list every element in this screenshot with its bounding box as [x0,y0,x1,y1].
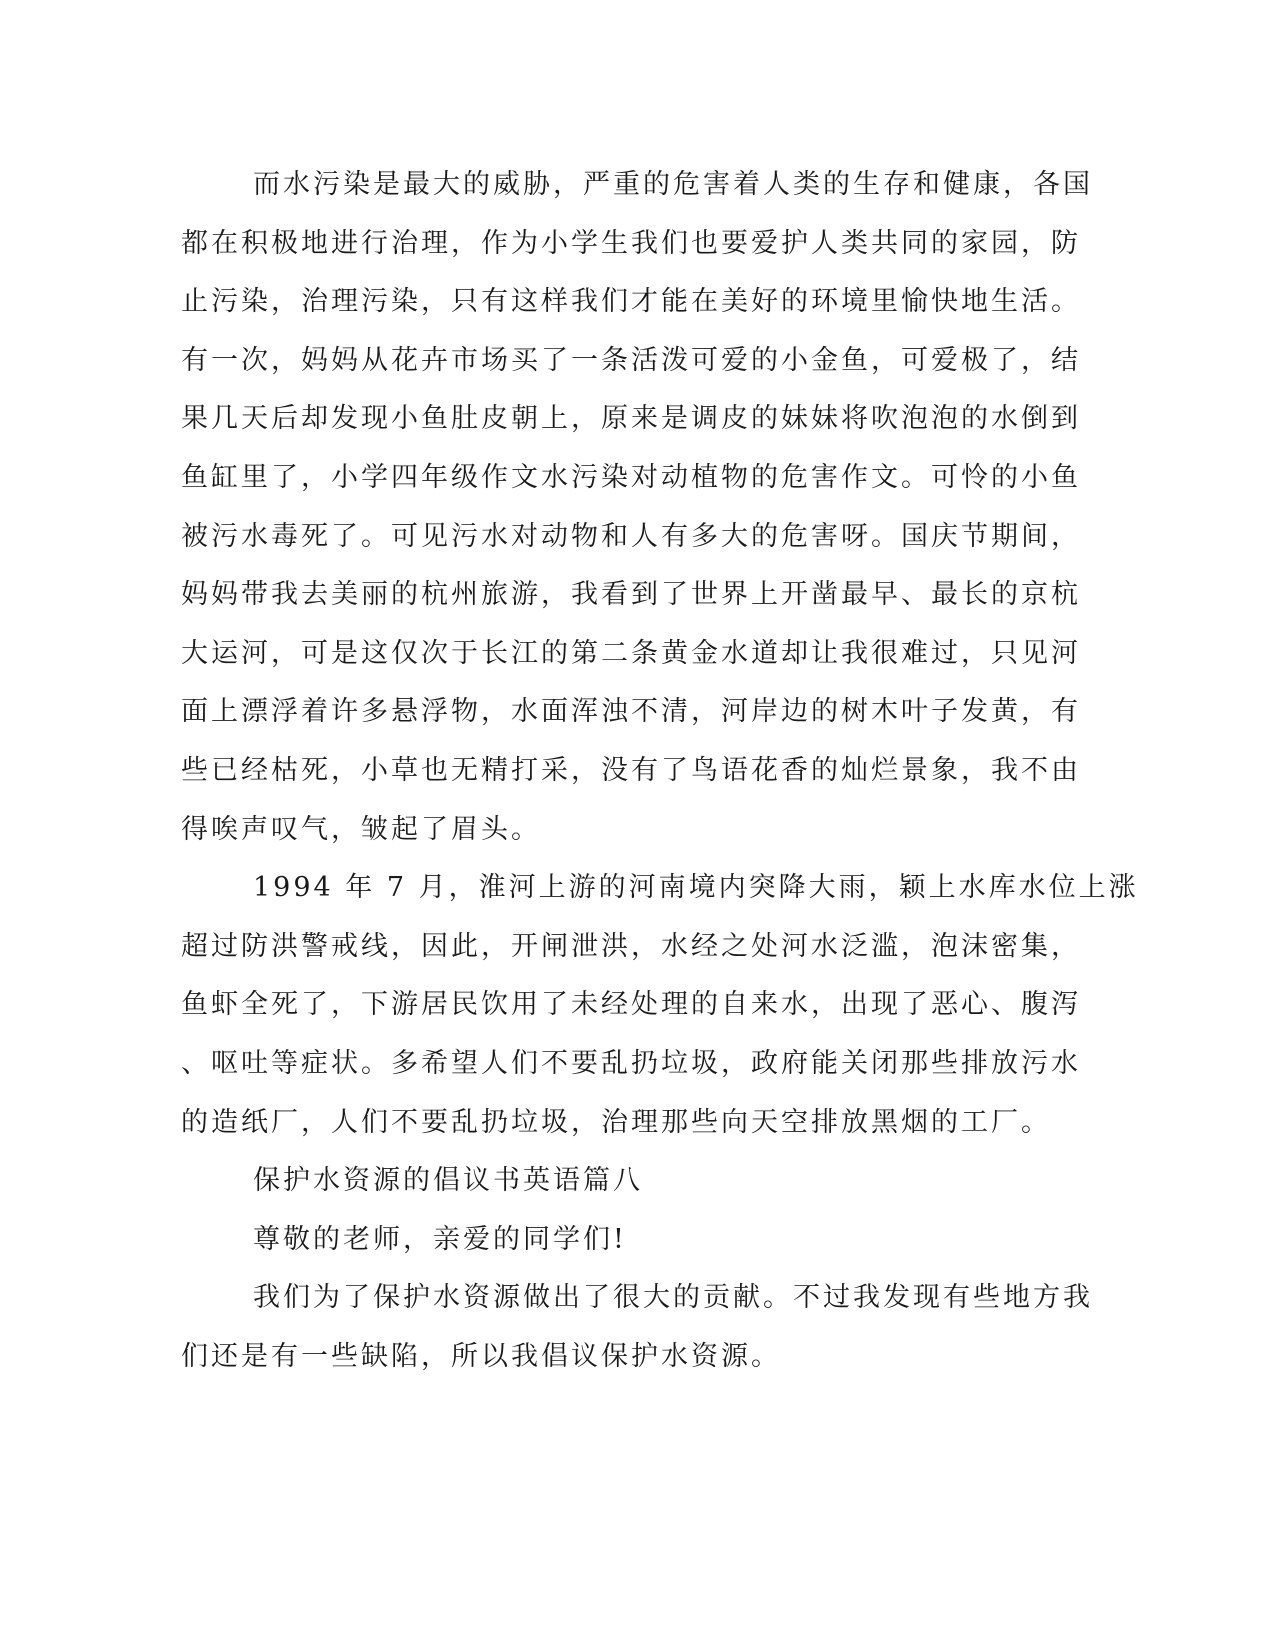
section-heading [181,1152,1031,1211]
text-line: 超过防洪警戒线，因此，开闸泄洪，水经之处河水泛滥，泡沫密集， [181,930,1081,962]
text-line: 有一次，妈妈从花卉市场买了一条活泼可爱的小金鱼，可爱极了，结 [181,344,1081,376]
salutation [181,1211,1031,1270]
text-line: 被污水毒死了。可见污水对动物和人有多大的危害呀。国庆节期间， [181,520,1081,552]
text-line: 、呕吐等症状。多希望人们不要乱扔垃圾，政府能关闭那些排放污水 [181,1047,1081,1079]
text-line: 我们为了保护水资源做出了很大的贡献。不过我发现有些地方我 [253,1282,1093,1314]
text-line: 而水污染是最大的威胁，严重的危害着人类的生存和健康，各国 [253,169,1093,200]
text-line: 妈妈带我去美丽的杭州旅游，我看到了世界上开凿最早、最长的京杭 [181,579,1081,611]
text-line: 止污染，治理污染，只有这样我们才能在美好的环境里愉快地生活。 [181,286,1081,318]
text-line: 得唉声叹气，皱起了眉头。 [181,813,541,845]
text-line: 们还是有一些缺陷，所以我倡议保护水资源。 [181,1340,781,1372]
text-line: 1994 年 7 月，淮河上游的河南境内突降大雨，颖上水库水位上涨 [253,872,1139,904]
text-line: 都在积极地进行治理，作为小学生我们也要爱护人类共同的家园，防 [181,227,1081,259]
text-line: 鱼缸里了，小学四年级作文水污染对动植物的危害作文。可怜的小鱼 [181,461,1081,493]
paragraph-huai-river [181,859,1139,1152]
text-line: 面上漂浮着许多悬浮物，水面浑浊不清，河岸边的树木叶子发黄，有 [181,696,1081,728]
paragraph-proposal [181,1269,1093,1386]
text-line: 大运河，可是这仅次于长江的第二条黄金水道却让我很难过，只见河 [181,637,1081,669]
text-line: 果几天后却发现小鱼肚皮朝上，原来是调皮的妹妹将吹泡泡的水倒到 [181,403,1081,435]
document-body [181,156,1139,1386]
paragraph-water-pollution [181,156,1093,859]
text-line: 保护水资源的倡议书英语篇八 [253,1165,643,1197]
text-line: 鱼虾全死了，下游居民饮用了未经处理的自来水，出现了恶心、腹泻 [181,989,1081,1021]
text-line: 的造纸厂，人们不要乱扔垃圾，治理那些向天空排放黑烟的工厂。 [181,1106,1051,1138]
text-line: 尊敬的老师，亲爱的同学们! [253,1223,627,1255]
text-line: 些已经枯死，小草也无精打采，没有了鸟语花香的灿烂景象，我不由 [181,754,1081,786]
